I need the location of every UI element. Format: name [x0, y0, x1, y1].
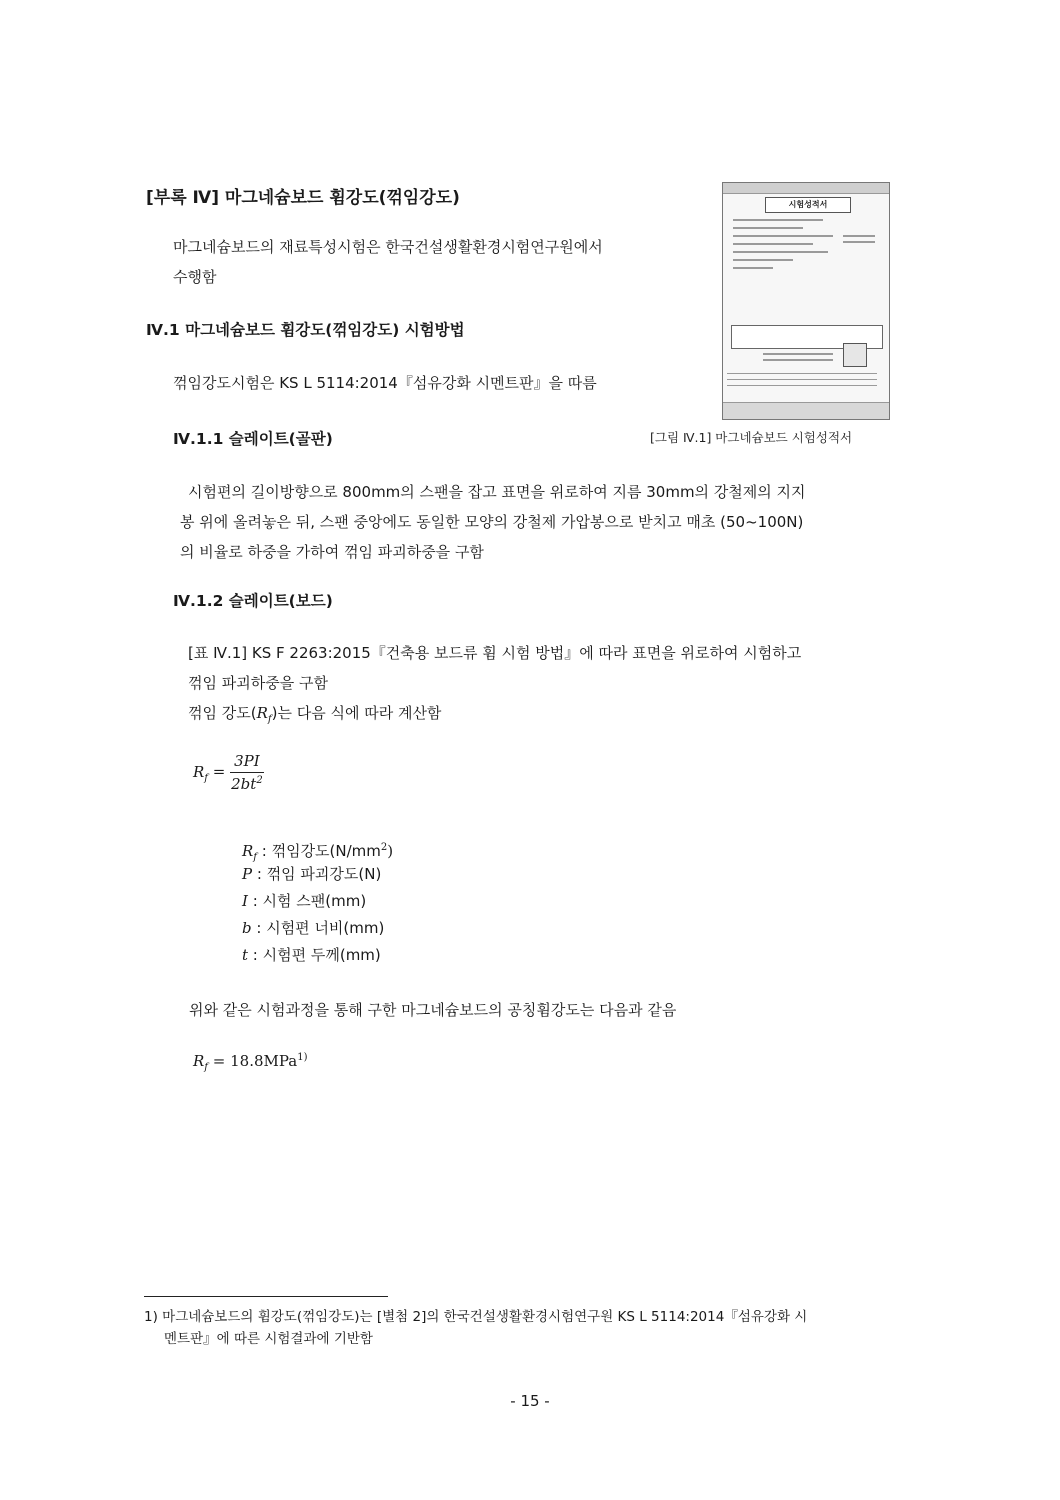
figure-doc-title: 시험성적서 — [765, 197, 851, 213]
paragraph-line: 꺾임 파괴하중을 구함 — [188, 674, 328, 692]
variable-item: $R_f$ : 꺾임강도$(N/mm^2)$ — [242, 842, 394, 863]
paragraph-text: 꺾임 강도( — [188, 704, 257, 722]
figure-header-strip — [723, 183, 889, 194]
figure-text-line — [733, 243, 813, 245]
section-heading-iv12: Ⅳ.1.2 슬레이트(보드) — [173, 592, 333, 610]
figure-text-line — [727, 373, 877, 374]
formula-equals: = — [212, 762, 231, 781]
intro-line: 마그네슘보드의 재료특성시험은 한국건설생활환경시험연구원에서 — [173, 238, 603, 256]
section-iv12-paragraph — [180, 638, 920, 735]
paragraph-line: 봉 위에 올려놓은 뒤, 스팬 중앙에도 동일한 모양의 강철제 가압봉으로 받치고 매초 (50~100N) — [180, 513, 804, 531]
strength-formula — [193, 752, 264, 793]
variable-list — [242, 834, 393, 969]
formula-denominator: $2bt^2$ — [231, 775, 263, 793]
figure-text-line — [733, 227, 803, 229]
paragraph-line: [표 Ⅳ.1] KS F 2263:2015『건축용 보드류 휨 시험 방법』에 따라 표면을 위로하여 시험하고 — [188, 644, 802, 662]
figure-text-line — [843, 235, 875, 237]
page-title: [부록 Ⅳ] 마그네슘보드 휨강도(꺾임강도) — [146, 188, 460, 208]
figure-text-line — [727, 379, 877, 380]
figure-seal-stamp — [843, 343, 867, 367]
figure-text-line — [763, 359, 833, 361]
paragraph-line — [180, 698, 920, 735]
section-iv1-text: 꺾임강도시험은 KS L 5114:2014『섬유강화 시멘트판』을 따름 — [173, 374, 597, 392]
section-iv11-paragraph — [180, 477, 920, 567]
figure-text-line — [733, 251, 828, 253]
figure-text-line — [733, 267, 773, 269]
figure-text-line — [733, 235, 833, 237]
paragraph-text: )는 다음 식에 따라 계산함 — [271, 704, 442, 722]
formula-fraction — [230, 752, 264, 793]
paragraph-line: 시험편의 길이방향으로 800mm의 스팬을 잡고 표면을 위로하여 지름 30mm의 강철제의 지지 — [188, 483, 806, 501]
test-report-figure — [722, 182, 890, 420]
footnote-ref[interactable]: 1) — [297, 1052, 308, 1063]
variable-item: t : 시험편 두께(mm) — [242, 946, 381, 964]
formula-lhs: $R_f$ — [193, 762, 208, 784]
section-heading-iv1: Ⅳ.1 마그네슘보드 휨강도(꺾임강도) 시험방법 — [146, 321, 465, 339]
figure-caption: [그림 Ⅳ.1] 마그네슘보드 시험성적서 — [650, 430, 853, 445]
footnote-line: 1) 마그네슘보드의 휨강도(꺾임강도)는 [별첨 2]의 한국건설생활환경시험연구원 KS L 5114:2014『섬유강화 시 — [144, 1309, 808, 1325]
paragraph-line: 의 비율로 하중을 가하여 꺾임 파괴하중을 구함 — [180, 543, 484, 561]
figure-text-line — [843, 241, 875, 243]
result-value: $R_f = 18.8MPa^{1)}$ — [193, 1052, 308, 1073]
figure-footer-strip — [723, 402, 889, 419]
figure-text-line — [727, 385, 877, 386]
footnote-divider — [144, 1296, 388, 1297]
result-intro: 위와 같은 시험과정을 통해 구한 마그네슘보드의 공칭휨강도는 다음과 같음 — [189, 1001, 677, 1019]
page-number: - 15 - — [510, 1392, 550, 1410]
footnote — [144, 1306, 919, 1350]
variable-item: P : 꺾임 파괴강도(N) — [242, 865, 382, 883]
variable-item: I : 시험 스팬(mm) — [242, 892, 367, 910]
intro-line: 수행함 — [173, 268, 217, 286]
footnote-line: 멘트판』에 따른 시험결과에 기반함 — [164, 1331, 373, 1347]
figure-text-line — [733, 259, 793, 261]
variable-item: b : 시험편 너비(mm) — [242, 919, 385, 937]
formula-numerator: 3PI — [230, 752, 264, 773]
figure-text-line — [763, 353, 833, 355]
section-heading-iv11: Ⅳ.1.1 슬레이트(골판) — [173, 430, 333, 448]
figure-text-line — [733, 219, 823, 221]
intro-paragraph — [173, 232, 693, 292]
symbol-rf: $R_f$ — [256, 704, 272, 725]
